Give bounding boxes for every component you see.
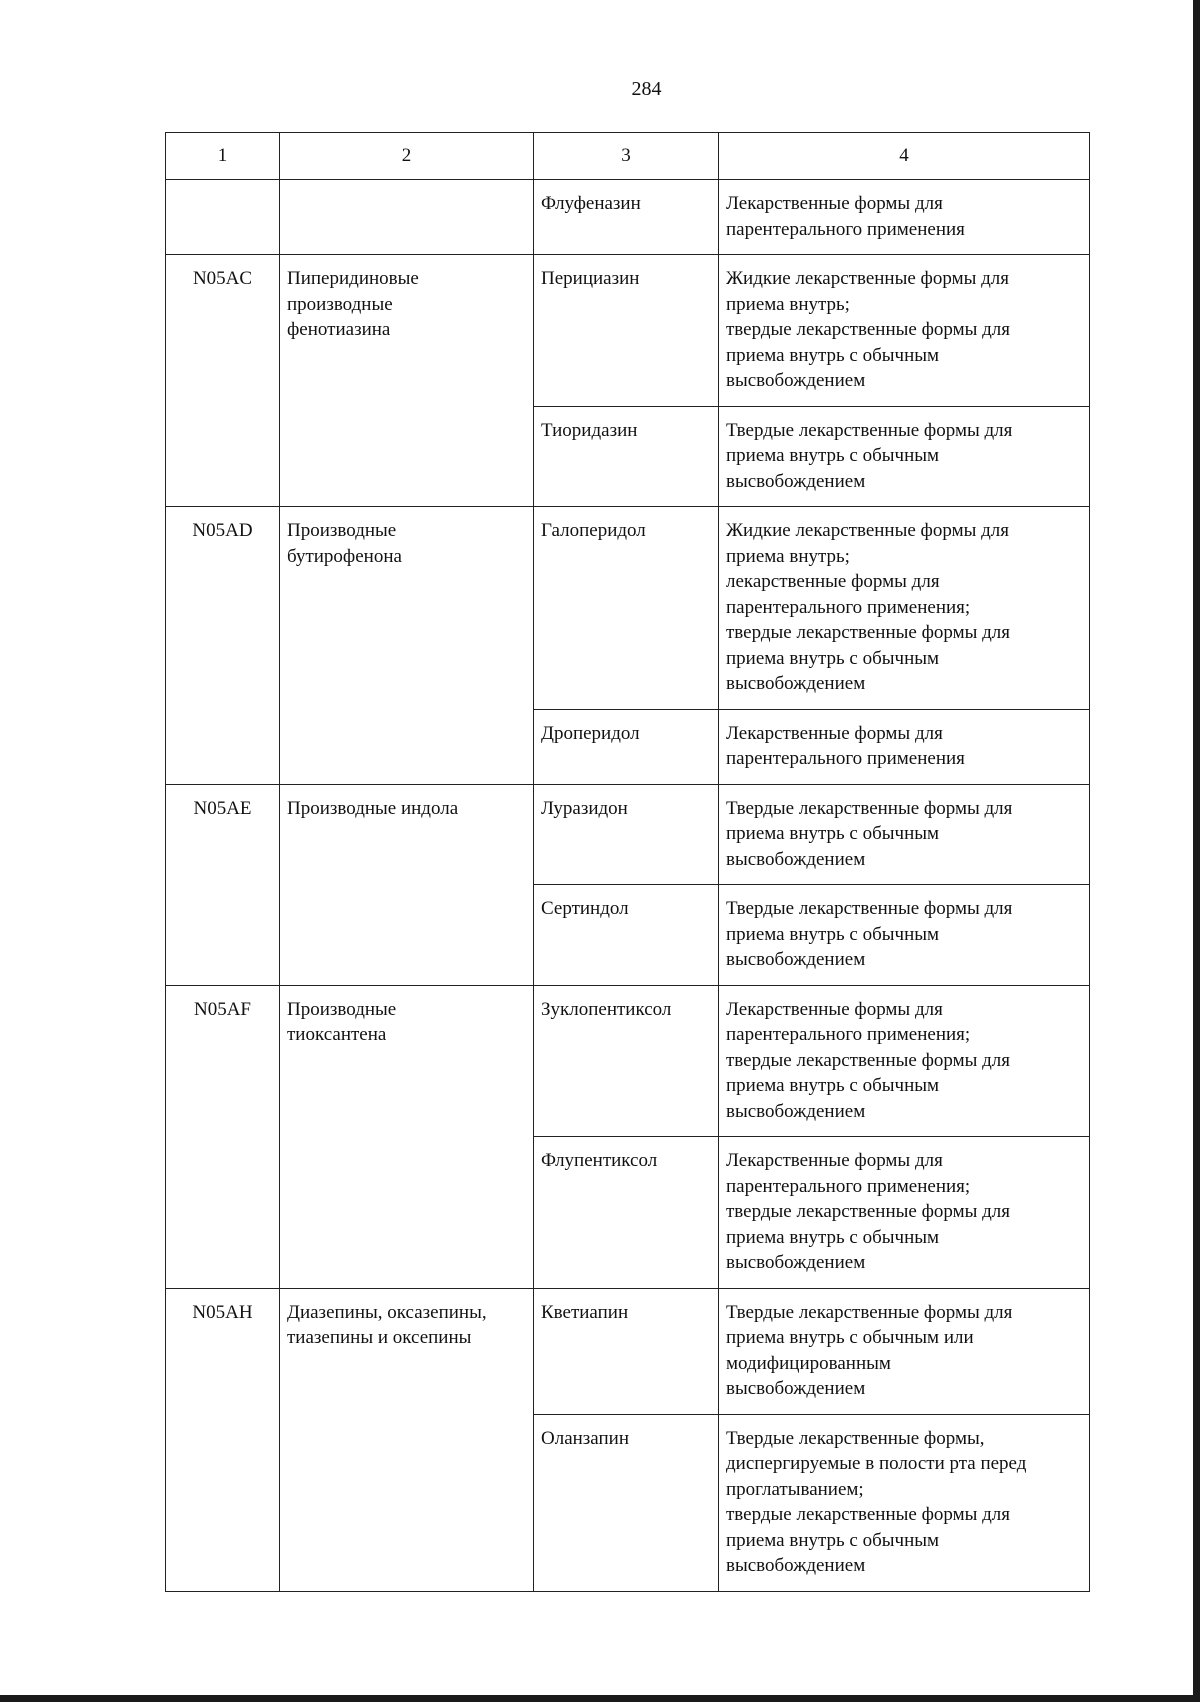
drug-name-cell: Дроперидол <box>534 709 719 784</box>
dosage-forms-cell <box>719 1414 1090 1591</box>
atc-code-cell: N05AH <box>166 1288 280 1591</box>
dosage-form-line: парентерального применения; <box>726 1175 971 1197</box>
dosage-forms-cell <box>719 709 1090 784</box>
group-name-line: Производные <box>287 520 397 541</box>
drug-name-cell: Флупентиксол <box>534 1137 719 1289</box>
table-row <box>166 507 1090 710</box>
atc-code-cell: N05AF <box>166 985 280 1288</box>
scan-border-bottom <box>0 1695 1200 1702</box>
dosage-forms-cell <box>719 985 1090 1137</box>
dosage-form-line: Лекарственные формы для <box>726 998 943 1020</box>
group-name-line: Производные индола <box>287 797 459 819</box>
header-cell-2: 2 <box>280 133 534 180</box>
group-name-cell <box>280 507 534 785</box>
dosage-form-line: твердые лекарственные формы для <box>726 1504 1011 1525</box>
dosage-form-line: Твердые лекарственные формы для <box>726 797 1013 819</box>
dosage-form-line: высвобождением <box>726 949 866 970</box>
group-name-line: тиазепины и оксепины <box>287 1327 472 1348</box>
dosage-forms-cell <box>719 507 1090 710</box>
dosage-form-line: высвобождением <box>726 370 866 391</box>
dosage-form-line: высвобождением <box>726 673 866 694</box>
dosage-form-line: твердые лекарственные формы для <box>726 319 1011 340</box>
dosage-form-line: приема внутрь; <box>726 293 850 315</box>
dosage-form-line: приема внутрь с обычным <box>726 344 940 366</box>
dosage-form-line: Лекарственные формы для <box>726 722 943 744</box>
dosage-form-line: высвобождением <box>726 1252 866 1273</box>
dosage-forms-cell <box>719 255 1090 407</box>
dosage-form-line: парентерального применения; <box>726 1024 971 1045</box>
dosage-form-line: твердые лекарственные формы для <box>726 1049 1011 1071</box>
drug-classification-table <box>165 132 1090 1592</box>
header-cell-1: 1 <box>166 133 280 180</box>
dosage-forms-cell <box>719 1288 1090 1414</box>
dosage-form-line: приема внутрь с обычным или <box>726 1327 974 1348</box>
dosage-form-line: Твердые лекарственные формы для <box>726 419 1013 441</box>
dosage-form-line: парентерального применения; <box>726 596 971 618</box>
dosage-form-line: модифицированным <box>726 1352 891 1374</box>
group-name-line: бутирофенона <box>287 545 402 567</box>
dosage-form-line: приема внутрь с обычным <box>726 823 940 844</box>
dosage-form-line: Лекарственные формы для <box>726 193 943 214</box>
dosage-form-line: высвобождением <box>726 1100 866 1122</box>
dosage-form-line: Твердые лекарственные формы, <box>726 1427 985 1449</box>
drug-name-cell: Зуклопентиксол <box>534 985 719 1137</box>
table-row <box>166 1288 1090 1414</box>
dosage-form-line: Лекарственные формы для <box>726 1150 943 1171</box>
dosage-form-line: парентерального применения <box>726 748 965 769</box>
atc-code-cell: N05AE <box>166 784 280 985</box>
atc-code-cell: N05AC <box>166 255 280 507</box>
dosage-form-line: лекарственные формы для <box>726 571 940 592</box>
dosage-form-line: приема внутрь с обычным <box>726 923 940 945</box>
table-header-row <box>166 133 1090 180</box>
atc-code-cell: N05AD <box>166 507 280 785</box>
dosage-forms-cell <box>719 406 1090 507</box>
dosage-form-line: приема внутрь с обычным <box>726 1075 940 1096</box>
drug-name-cell: Галоперидол <box>534 507 719 710</box>
table-row <box>166 180 1090 255</box>
dosage-form-line: твердые лекарственные формы для <box>726 1201 1011 1222</box>
dosage-form-line: приема внутрь с обычным <box>726 1226 940 1248</box>
dosage-form-line: Жидкие лекарственные формы для <box>726 520 1009 541</box>
drug-name-cell: Оланзапин <box>534 1414 719 1591</box>
drug-name-cell: Флуфеназин <box>534 180 719 255</box>
dosage-form-line: высвобождением <box>726 848 866 870</box>
drug-name-cell: Тиоридазин <box>534 406 719 507</box>
dosage-form-line: проглатыванием; <box>726 1478 864 1500</box>
dosage-form-line: приема внутрь; <box>726 545 850 567</box>
group-name-line: фенотиазина <box>287 319 391 340</box>
dosage-form-line: высвобождением <box>726 470 866 492</box>
group-name-cell <box>280 784 534 985</box>
drug-name-cell: Сертиндол <box>534 885 719 986</box>
atc-code-cell <box>166 180 280 255</box>
header-cell-3: 3 <box>534 133 719 180</box>
dosage-forms-cell <box>719 180 1090 255</box>
table-row <box>166 985 1090 1137</box>
drug-name-cell: Луразидон <box>534 784 719 885</box>
dosage-form-line: приема внутрь с обычным <box>726 445 940 466</box>
group-name-cell <box>280 255 534 507</box>
group-name-line: тиоксантена <box>287 1024 387 1045</box>
group-name-line: Диазепины, оксазепины, <box>287 1301 487 1323</box>
group-name-cell <box>280 985 534 1288</box>
page-number: 284 <box>631 78 662 100</box>
dosage-forms-cell <box>719 1137 1090 1289</box>
group-name-line: Пиперидиновые <box>287 268 419 289</box>
dosage-form-line: высвобождением <box>726 1378 866 1399</box>
dosage-form-line: Твердые лекарственные формы для <box>726 1301 1013 1323</box>
group-name-line: производные <box>287 293 393 315</box>
dosage-form-line: твердые лекарственные формы для <box>726 622 1011 643</box>
table-row <box>166 784 1090 885</box>
dosage-form-line: высвобождением <box>726 1555 866 1576</box>
dosage-form-line: диспергируемые в полости рта перед <box>726 1453 1027 1474</box>
dosage-forms-cell <box>719 784 1090 885</box>
drug-name-cell: Перициазин <box>534 255 719 407</box>
dosage-form-line: парентерального применения <box>726 218 965 240</box>
scan-border-right <box>1193 0 1200 1702</box>
table-row <box>166 255 1090 407</box>
dosage-forms-cell <box>719 885 1090 986</box>
group-name-line: Производные <box>287 998 397 1020</box>
dosage-form-line: приема внутрь с обычным <box>726 647 940 669</box>
group-name-cell <box>280 180 534 255</box>
group-name-cell <box>280 1288 534 1591</box>
dosage-form-line: приема внутрь с обычным <box>726 1529 940 1551</box>
dosage-form-line: Твердые лекарственные формы для <box>726 898 1013 919</box>
header-cell-4: 4 <box>719 133 1090 180</box>
drug-name-cell: Кветиапин <box>534 1288 719 1414</box>
dosage-form-line: Жидкие лекарственные формы для <box>726 268 1009 289</box>
